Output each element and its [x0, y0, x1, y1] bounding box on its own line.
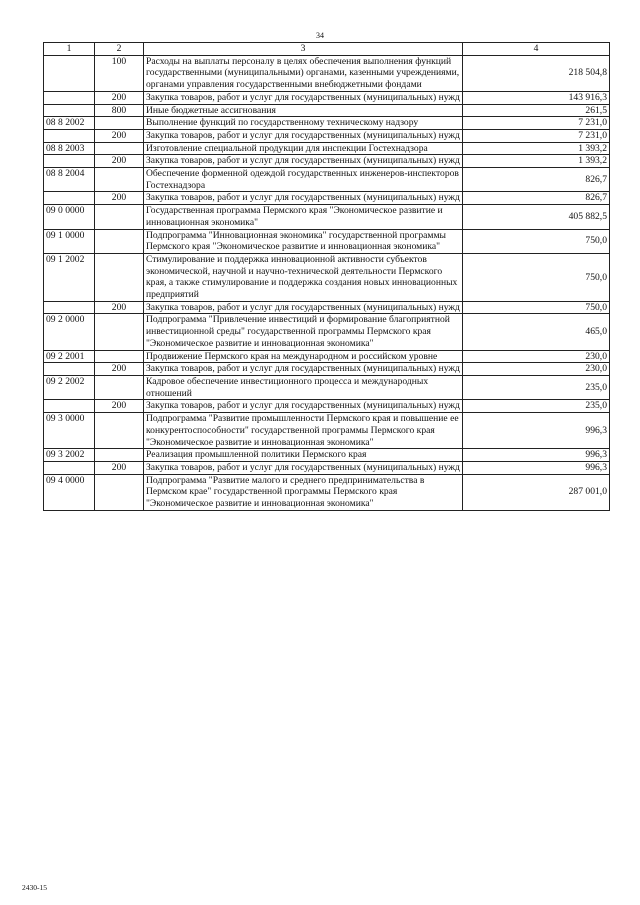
- row-name: Закупка товаров, работ и услуг для государственных (муниципальных) нужд: [144, 363, 463, 376]
- row-code: [44, 155, 95, 168]
- header-col-1: 1: [44, 43, 95, 56]
- table-row: [44, 192, 610, 205]
- row-name: Закупка товаров, работ и услуг для государственных (муниципальных) нужд: [144, 301, 463, 314]
- row-expense-type: [95, 449, 144, 462]
- row-code: [44, 91, 95, 104]
- row-amount: 996,3: [463, 461, 610, 474]
- row-amount: 996,3: [463, 449, 610, 462]
- row-code: 08 8 2004: [44, 168, 95, 192]
- table-row: [44, 474, 610, 510]
- row-code: 08 8 2003: [44, 142, 95, 155]
- header-col-4: 4: [463, 43, 610, 56]
- row-code: [44, 104, 95, 117]
- row-expense-type: 200: [95, 155, 144, 168]
- row-code: 09 0 0000: [44, 205, 95, 229]
- row-name: Закупка товаров, работ и услуг для государственных (муниципальных) нужд: [144, 400, 463, 413]
- table-row: [44, 229, 610, 253]
- row-amount: 1 393,2: [463, 155, 610, 168]
- row-amount: 230,0: [463, 350, 610, 363]
- table-row: [44, 55, 610, 91]
- row-name: Закупка товаров, работ и услуг для государственных (муниципальных) нужд: [144, 461, 463, 474]
- row-amount: 143 916,3: [463, 91, 610, 104]
- row-name: Кадровое обеспечение инвестиционного процесса и международных отношений: [144, 375, 463, 399]
- row-expense-type: [95, 205, 144, 229]
- row-expense-type: 200: [95, 91, 144, 104]
- row-amount: 230,0: [463, 363, 610, 376]
- row-expense-type: 200: [95, 129, 144, 142]
- row-amount: 7 231,0: [463, 117, 610, 130]
- table-row: [44, 142, 610, 155]
- row-code: 09 4 0000: [44, 474, 95, 510]
- row-name: Закупка товаров, работ и услуг для государственных (муниципальных) нужд: [144, 155, 463, 168]
- table-row: [44, 413, 610, 449]
- row-name: Иные бюджетные ассигнования: [144, 104, 463, 117]
- table-row: [44, 314, 610, 350]
- row-code: 09 3 2002: [44, 449, 95, 462]
- row-expense-type: [95, 142, 144, 155]
- row-name: Расходы на выплаты персоналу в целях обеспечения выполнения функций государственными (муниципальными) органами, казенными учреждениями, органами управления государственными внебюджетными фондами: [144, 55, 463, 91]
- row-name: Государственная программа Пермского края "Экономическое развитие и инновационная экономика": [144, 205, 463, 229]
- row-amount: 750,0: [463, 253, 610, 301]
- row-code: 08 8 2002: [44, 117, 95, 130]
- table-row: [44, 449, 610, 462]
- row-amount: 750,0: [463, 229, 610, 253]
- row-expense-type: 800: [95, 104, 144, 117]
- table-row: [44, 155, 610, 168]
- table-row: [44, 117, 610, 130]
- budget-table: [43, 42, 610, 511]
- row-code: 09 2 2001: [44, 350, 95, 363]
- row-amount: 996,3: [463, 413, 610, 449]
- row-amount: 218 504,8: [463, 55, 610, 91]
- table-row: [44, 363, 610, 376]
- header-row: [44, 43, 610, 56]
- row-amount: 750,0: [463, 301, 610, 314]
- row-amount: 287 001,0: [463, 474, 610, 510]
- row-amount: 235,0: [463, 375, 610, 399]
- row-amount: 826,7: [463, 168, 610, 192]
- header-col-3: 3: [144, 43, 463, 56]
- row-name: Подпрограмма "Развитие малого и среднего предпринимательства в Пермском крае" государственной программы Пермского края "Экономическое развитие и инновационная экономика": [144, 474, 463, 510]
- row-expense-type: 100: [95, 55, 144, 91]
- row-amount: 405 882,5: [463, 205, 610, 229]
- table-row: [44, 400, 610, 413]
- row-expense-type: [95, 413, 144, 449]
- row-name: Реализация промышленной политики Пермского края: [144, 449, 463, 462]
- row-code: [44, 55, 95, 91]
- row-code: [44, 129, 95, 142]
- row-name: Продвижение Пермского края на международном и российском уровне: [144, 350, 463, 363]
- row-expense-type: [95, 350, 144, 363]
- row-code: 09 2 0000: [44, 314, 95, 350]
- row-name: Подпрограмма "Инновационная экономика" государственной программы Пермского края "Экономическое развитие и инновационная экономика": [144, 229, 463, 253]
- row-code: 09 2 2002: [44, 375, 95, 399]
- row-amount: 261,5: [463, 104, 610, 117]
- row-code: [44, 400, 95, 413]
- row-expense-type: 200: [95, 301, 144, 314]
- row-name: Обеспечение форменной одеждой государственных инженеров-инспекторов Гостехнадзора: [144, 168, 463, 192]
- table-row: [44, 350, 610, 363]
- row-expense-type: [95, 117, 144, 130]
- page-number: 34: [316, 31, 324, 40]
- row-amount: 1 393,2: [463, 142, 610, 155]
- table-row: [44, 375, 610, 399]
- row-code: 09 3 0000: [44, 413, 95, 449]
- row-code: [44, 363, 95, 376]
- row-name: Закупка товаров, работ и услуг для государственных (муниципальных) нужд: [144, 129, 463, 142]
- document-code: 2430-15: [22, 883, 47, 892]
- row-code: [44, 461, 95, 474]
- table-row: [44, 168, 610, 192]
- row-code: 09 1 2002: [44, 253, 95, 301]
- row-expense-type: 200: [95, 192, 144, 205]
- row-name: Изготовление специальной продукции для инспекции Гостехнадзора: [144, 142, 463, 155]
- row-expense-type: 200: [95, 363, 144, 376]
- row-expense-type: [95, 375, 144, 399]
- row-amount: 235,0: [463, 400, 610, 413]
- row-expense-type: [95, 168, 144, 192]
- row-expense-type: [95, 253, 144, 301]
- row-name: Закупка товаров, работ и услуг для государственных (муниципальных) нужд: [144, 192, 463, 205]
- row-amount: 7 231,0: [463, 129, 610, 142]
- row-name: Подпрограмма "Развитие промышленности Пермского края и повышение ее конкурентоспособности" государственной программы Пермского края "Экономическое развитие и инновационная экономика": [144, 413, 463, 449]
- row-name: Выполнение функций по государственному техническому надзору: [144, 117, 463, 130]
- header-col-2: 2: [95, 43, 144, 56]
- row-code: [44, 301, 95, 314]
- row-code: [44, 192, 95, 205]
- row-expense-type: 200: [95, 400, 144, 413]
- row-expense-type: 200: [95, 461, 144, 474]
- row-name: Стимулирование и поддержка инновационной активности субъектов экономической, научной и научно-технической деятельности Пермского края, а также стимулирование и поддержка создания новых инновационных предприятий: [144, 253, 463, 301]
- row-amount: 826,7: [463, 192, 610, 205]
- row-name: Подпрограмма "Привлечение инвестиций и формирование благоприятной инвестиционной среды" государственной программы Пермского края "Экономическое развитие и инновационная экономика": [144, 314, 463, 350]
- table-row: [44, 104, 610, 117]
- table-row: [44, 205, 610, 229]
- table-row: [44, 253, 610, 301]
- row-expense-type: [95, 314, 144, 350]
- row-expense-type: [95, 474, 144, 510]
- table-row: [44, 301, 610, 314]
- budget-table-body: [44, 43, 610, 511]
- table-row: [44, 461, 610, 474]
- row-amount: 465,0: [463, 314, 610, 350]
- row-expense-type: [95, 229, 144, 253]
- table-row: [44, 129, 610, 142]
- table-row: [44, 91, 610, 104]
- row-name: Закупка товаров, работ и услуг для государственных (муниципальных) нужд: [144, 91, 463, 104]
- row-code: 09 1 0000: [44, 229, 95, 253]
